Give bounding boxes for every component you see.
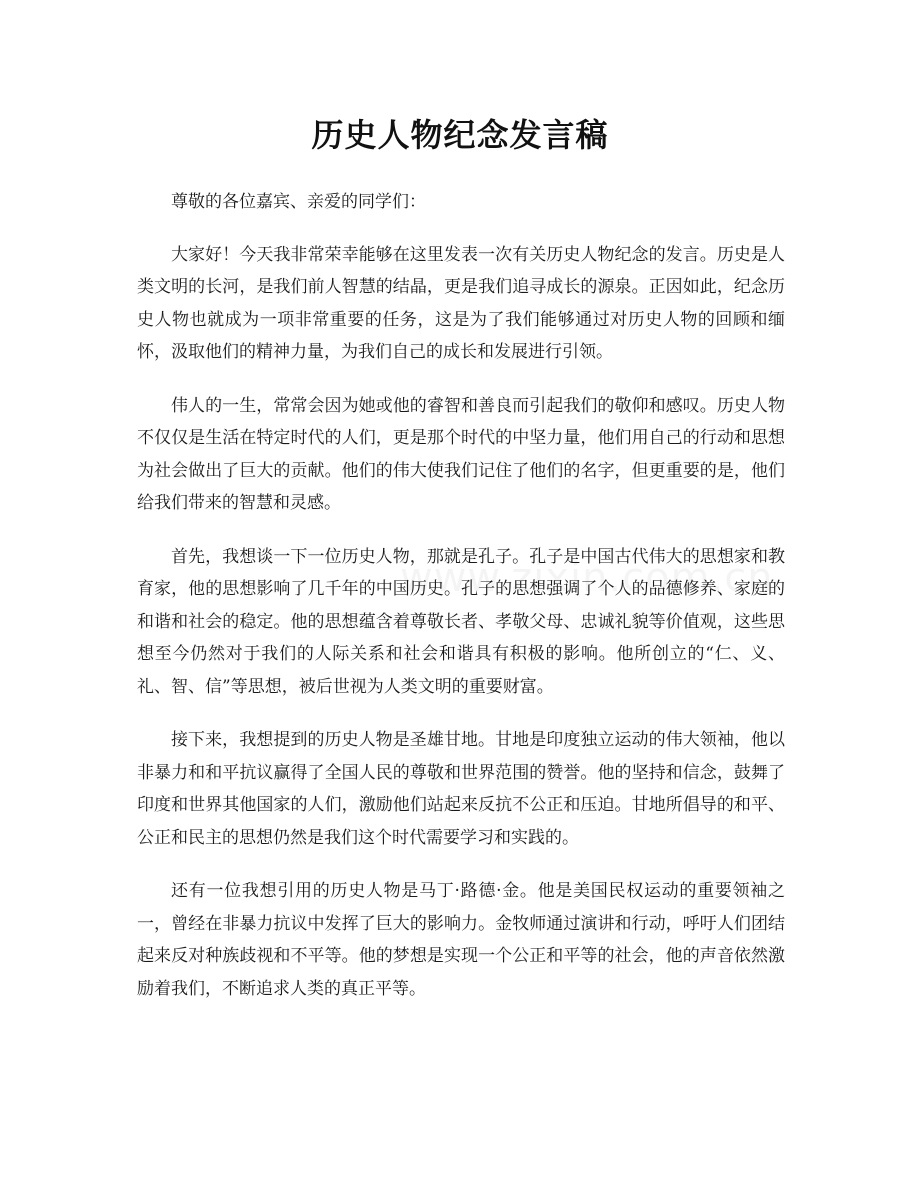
paragraph-2: 伟人的一生，常常会因为她或他的睿智和善良而引起我们的敬仰和感叹。历史人物不仅仅是生活在特定时代的人们，更是那个时代的中坚力量，他们用自己的行动和思想为社会做出了巨大的贡献。他们的伟大使我们记住了他们的名字，但更重要的是，他们给我们带来的智慧和灵感。 bbox=[137, 395, 785, 513]
paragraph-1: 大家好！今天我非常荣幸能够在这里发表一次有关历史人物纪念的发言。历史是人类文明的长河，是我们前人智慧的结晶，更是我们追寻成长的源泉。正因如此，纪念历史人物也就成为一项非常重要的任务，这是为了我们能够通过对历史人物的回顾和缅怀，汲取他们的精神力量，为我们自己的成长和发展进行引领。 bbox=[137, 244, 785, 362]
document-title: 历史人物纪念发言稿 bbox=[311, 116, 609, 154]
document-body bbox=[137, 186, 785, 1026]
paragraph-3: 首先，我想谈一下一位历史人物，那就是孔子。孔子是中国古代伟大的思想家和教育家，他的思想影响了几千年的中国历史。孔子的思想强调了个人的品德修养、家庭的和谐和社会的稳定。他的思想蕴含着尊敬长者、孝敬父母、忠诚礼貌等价值观，这些思想至今仍然对于我们的人际关系和社会和谐具有积极的影响。他所创立的“仁、义、礼、智、信”等思想，被后世视为人类文明的重要财富。 bbox=[137, 546, 785, 697]
greeting-line: 尊敬的各位嘉宾、亲爱的同学们： bbox=[171, 192, 426, 212]
paragraph-4: 接下来，我想提到的历史人物是圣雄甘地。甘地是印度独立运动的伟大领袖，他以非暴力和和平抗议赢得了全国人民的尊敬和世界范围的赞誉。他的坚持和信念，鼓舞了印度和世界其他国家的人们，激励他们站起来反抗不公正和压迫。甘地所倡导的和平、公正和民主的思想仍然是我们这个时代需要学习和实践的。 bbox=[137, 730, 785, 848]
paragraph-5: 还有一位我想引用的历史人物是马丁·路德·金。他是美国民权运动的重要领袖之一，曾经在非暴力抗议中发挥了巨大的影响力。金牧师通过演讲和行动，呼吁人们团结起来反对种族歧视和不平等。他的梦想是实现一个公正和平等的社会，他的声音依然激励着我们，不断追求人类的真正平等。 bbox=[137, 881, 785, 999]
